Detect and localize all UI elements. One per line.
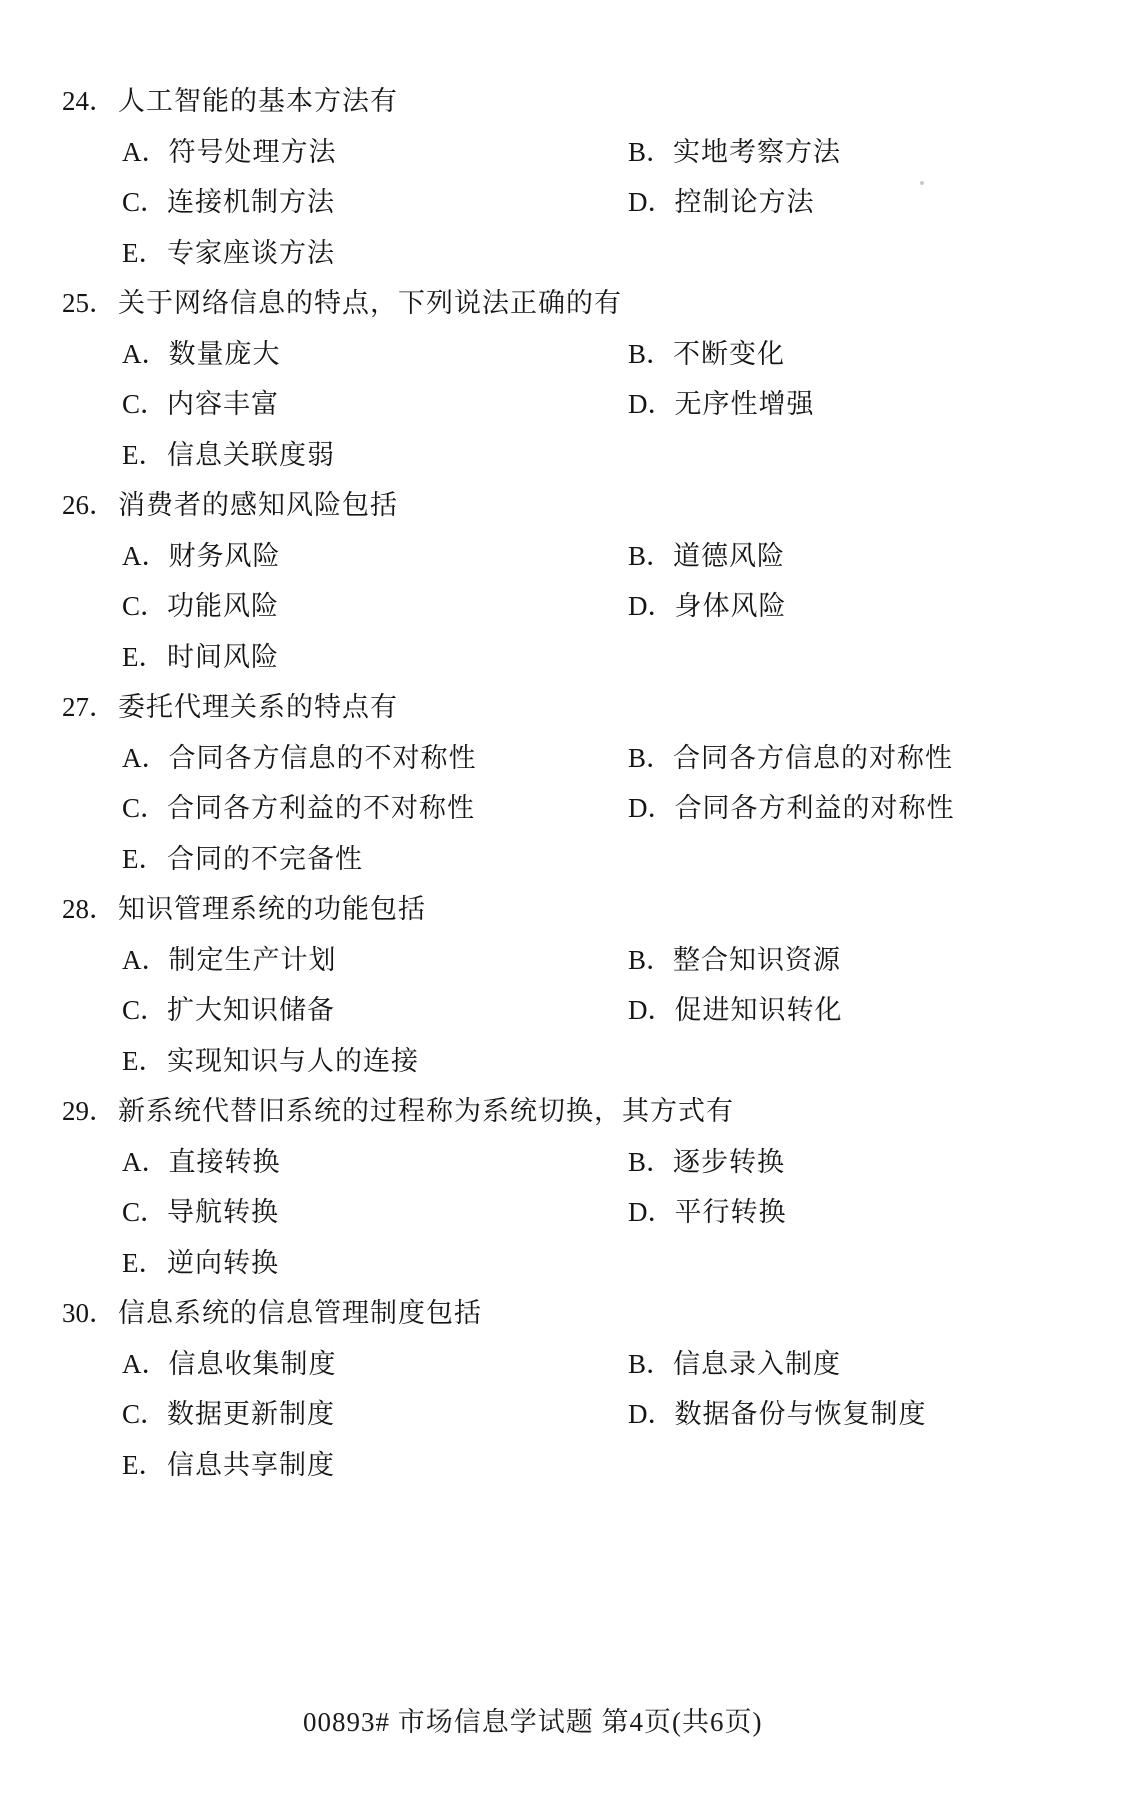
options-row — [0, 581, 1144, 632]
options-row — [0, 379, 1144, 430]
option — [628, 1339, 841, 1390]
option-label: A． — [122, 540, 169, 571]
option — [122, 228, 335, 279]
option-label: C． — [122, 1399, 168, 1429]
option-label: B． — [628, 1348, 674, 1379]
option — [122, 177, 335, 228]
option — [628, 379, 815, 430]
option-label: D． — [628, 1197, 675, 1227]
option-label: E． — [122, 439, 166, 470]
option-label: E． — [122, 1247, 166, 1278]
option — [122, 379, 279, 430]
option-text: 身体风险 — [674, 591, 787, 621]
options-row — [0, 1339, 1144, 1390]
option-text: 促进知识转化 — [674, 995, 843, 1025]
options-row — [0, 430, 1144, 481]
option-label: D． — [628, 995, 675, 1025]
option — [628, 127, 841, 178]
option-label: E． — [122, 1045, 166, 1076]
question-stem: 委托代理关系的特点有 — [118, 692, 398, 722]
question-number: 24． — [62, 86, 116, 116]
option-text: 道德风险 — [673, 540, 786, 571]
option — [628, 1187, 787, 1238]
option-label: C． — [122, 591, 168, 621]
option-text: 合同的不完备性 — [167, 843, 363, 874]
option-text: 财务风险 — [168, 540, 281, 571]
question-number: 25． — [62, 288, 116, 318]
option — [122, 733, 477, 784]
option-text: 符号处理方法 — [168, 136, 337, 167]
option-text: 直接转换 — [168, 1146, 281, 1177]
option-text: 合同各方利益的对称性 — [674, 793, 955, 823]
option — [122, 1036, 419, 1087]
option-text: 功能风险 — [167, 591, 280, 621]
option-label: C． — [122, 793, 168, 823]
question-line — [0, 1086, 1144, 1137]
option — [122, 1440, 335, 1491]
question-block — [0, 278, 1144, 480]
options-row — [0, 228, 1144, 279]
option-text: 连接机制方法 — [167, 187, 336, 217]
option — [122, 783, 475, 834]
question-block — [0, 1086, 1144, 1288]
question-line — [0, 480, 1144, 531]
option-text: 合同各方利益的不对称性 — [167, 793, 476, 823]
option-text: 导航转换 — [167, 1197, 280, 1227]
option — [628, 733, 953, 784]
option-label: B． — [628, 742, 674, 773]
option-text: 时间风险 — [167, 641, 279, 672]
option-label: A． — [122, 742, 169, 773]
question-stem: 知识管理系统的功能包括 — [118, 894, 426, 924]
question-block — [0, 682, 1144, 884]
options-row — [0, 1440, 1144, 1491]
option-text: 实地考察方法 — [673, 136, 842, 167]
question-stem: 消费者的感知风险包括 — [118, 490, 398, 520]
option — [628, 329, 785, 380]
option — [628, 581, 787, 632]
option — [122, 430, 335, 481]
question-line — [0, 884, 1144, 935]
option — [122, 1137, 281, 1188]
option-text: 信息关联度弱 — [167, 439, 335, 470]
option-label: D． — [628, 187, 675, 217]
option — [122, 1339, 337, 1390]
question-stem: 信息系统的信息管理制度包括 — [118, 1298, 482, 1328]
options-row — [0, 177, 1144, 228]
option-text: 无序性增强 — [674, 389, 815, 419]
options-row — [0, 127, 1144, 178]
question-line — [0, 682, 1144, 733]
options-row — [0, 783, 1144, 834]
option — [628, 1389, 927, 1440]
option — [628, 985, 843, 1036]
option — [628, 531, 785, 582]
option-text: 内容丰富 — [167, 389, 280, 419]
question-stem: 人工智能的基本方法有 — [118, 86, 398, 116]
option-label: A． — [122, 1348, 169, 1379]
option-label: A． — [122, 136, 169, 167]
option — [122, 834, 363, 885]
option-label: B． — [628, 136, 674, 167]
option-text: 合同各方信息的对称性 — [673, 742, 954, 773]
options-row — [0, 1238, 1144, 1289]
option-text: 实现知识与人的连接 — [167, 1045, 419, 1076]
option-label: D． — [628, 1399, 675, 1429]
options-row — [0, 531, 1144, 582]
options-row — [0, 1389, 1144, 1440]
options-row — [0, 1036, 1144, 1087]
option-text: 逐步转换 — [673, 1146, 786, 1177]
option — [122, 935, 337, 986]
option — [122, 1389, 335, 1440]
questions-list — [0, 76, 1144, 1490]
option-text: 信息收集制度 — [168, 1348, 337, 1379]
option — [628, 1137, 785, 1188]
option-label: C． — [122, 187, 168, 217]
option-label: C． — [122, 1197, 168, 1227]
question-block — [0, 480, 1144, 682]
options-row — [0, 632, 1144, 683]
option-label: A． — [122, 1146, 169, 1177]
option-text: 合同各方信息的不对称性 — [168, 742, 477, 773]
option-label: E． — [122, 843, 166, 874]
question-number: 27． — [62, 692, 116, 722]
question-stem: 关于网络信息的特点，下列说法正确的有 — [118, 288, 622, 318]
options-row — [0, 1137, 1144, 1188]
option-text: 扩大知识储备 — [167, 995, 336, 1025]
options-row — [0, 329, 1144, 380]
option-text: 数据备份与恢复制度 — [674, 1399, 927, 1429]
option — [122, 531, 281, 582]
option-label: D． — [628, 591, 675, 621]
option-label: B． — [628, 1146, 674, 1177]
option-label: A． — [122, 338, 169, 369]
option-text: 不断变化 — [673, 338, 786, 369]
option-text: 数量庞大 — [168, 338, 281, 369]
option-label: B． — [628, 338, 674, 369]
option-text: 逆向转换 — [167, 1247, 279, 1278]
option-text: 数据更新制度 — [167, 1399, 336, 1429]
option-text: 平行转换 — [674, 1197, 787, 1227]
option — [628, 177, 815, 228]
option-text: 整合知识资源 — [673, 944, 842, 975]
options-row — [0, 834, 1144, 885]
question-block — [0, 76, 1144, 278]
question-number: 26． — [62, 490, 116, 520]
option-text: 专家座谈方法 — [167, 237, 335, 268]
option-text: 制定生产计划 — [168, 944, 337, 975]
question-number: 29． — [62, 1096, 116, 1126]
options-row — [0, 985, 1144, 1036]
option — [122, 1187, 279, 1238]
question-stem: 新系统代替旧系统的过程称为系统切换，其方式有 — [118, 1096, 734, 1126]
option-label: D． — [628, 389, 675, 419]
options-row — [0, 733, 1144, 784]
option — [122, 127, 337, 178]
option-label: C． — [122, 389, 168, 419]
option — [122, 985, 335, 1036]
option — [628, 783, 955, 834]
question-line — [0, 76, 1144, 127]
option — [628, 935, 841, 986]
option-label: E． — [122, 641, 166, 672]
option-label: D． — [628, 793, 675, 823]
option-text: 控制论方法 — [674, 187, 815, 217]
option-text: 信息录入制度 — [673, 1348, 842, 1379]
options-row — [0, 1187, 1144, 1238]
question-line — [0, 1288, 1144, 1339]
scan-speck — [920, 181, 924, 185]
page-footer: 00893# 市场信息学试题 第4页(共6页) — [303, 1707, 763, 1737]
options-row — [0, 935, 1144, 986]
option-text: 信息共享制度 — [167, 1449, 335, 1480]
option-label: E． — [122, 1449, 166, 1480]
option-label: E． — [122, 237, 166, 268]
question-number: 30． — [62, 1298, 116, 1328]
option-label: C． — [122, 995, 168, 1025]
option-label: B． — [628, 944, 674, 975]
question-block — [0, 884, 1144, 1086]
question-line — [0, 278, 1144, 329]
option-label: B． — [628, 540, 674, 571]
question-number: 28． — [62, 894, 116, 924]
option — [122, 632, 279, 683]
question-block — [0, 1288, 1144, 1490]
option — [122, 329, 281, 380]
option — [122, 581, 279, 632]
option-label: A． — [122, 944, 169, 975]
option — [122, 1238, 279, 1289]
